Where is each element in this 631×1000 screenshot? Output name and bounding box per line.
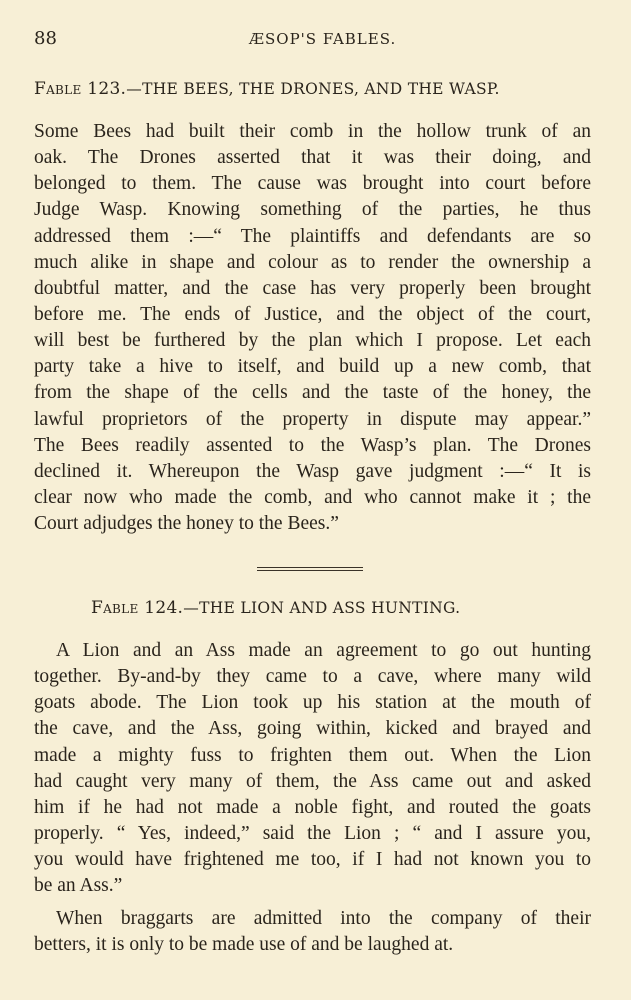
text-line: him if he had not made a noble fight, and routed the goats xyxy=(34,796,591,818)
text-line: together. By-and-by they came to a cave, where many wild xyxy=(34,666,591,688)
text-line: The Bees readily assented to the Wasp’s plan. The Drones xyxy=(34,434,591,456)
text-line: addressed them :—“ The plaintiffs and defendants are so xyxy=(34,225,591,247)
text-line: will best be furthered by the plan which I propose. Let each xyxy=(34,330,591,352)
text-line: clear now who made the comb, and who cannot make it ; the xyxy=(34,486,591,508)
fable-123-heading: —THE BEES, THE DRONES, AND THE WASP. xyxy=(126,80,500,98)
moral-line: When braggarts are admitted into the company of their xyxy=(56,908,591,929)
text-line: much alike in shape and colour as to render the ownership a xyxy=(34,251,591,273)
fable-123-label: Fable 123. xyxy=(34,79,127,99)
text-line: you would have frightened me too, if I had not known you to xyxy=(34,849,591,871)
text-line: from the shape of the cells and the taste of the honey, the xyxy=(34,382,591,404)
page-number: 88 xyxy=(34,28,57,49)
text-line: doubtful matter, and the case has very properly been brought xyxy=(34,277,591,299)
text-line: lawful proprietors of the property in dispute may appear.” xyxy=(34,408,591,430)
text-line: be an Ass.” xyxy=(34,875,123,897)
text-line: properly. “ Yes, indeed,” said the Lion ; “ and I assure you, xyxy=(34,822,591,844)
fable-123-body xyxy=(34,119,591,537)
running-head: ÆSOP'S FABLES. xyxy=(249,30,397,48)
text-line: oak. The Drones asserted that it was their doing, and xyxy=(34,147,591,169)
text-line: made a mighty fuss to frighten them out. When the Lion xyxy=(34,744,591,766)
text-line: declined it. Whereupon the Wasp gave judgment :—“ It is xyxy=(34,460,591,482)
text-line: A Lion and an Ass made an agreement to go out hunting xyxy=(56,640,591,661)
text-line: Judge Wasp. Knowing something of the parties, he thus xyxy=(34,199,591,221)
text-line: Some Bees had built their comb in the hollow trunk of an xyxy=(34,121,591,142)
text-line: party take a hive to itself, and build up a new comb, that xyxy=(34,356,591,378)
moral-line: betters, it is only to be made use of and be laughed at. xyxy=(34,934,454,956)
fable-124-moral xyxy=(34,906,591,958)
text-line: before me. The ends of Justice, and the object of the court, xyxy=(34,303,591,325)
page-header xyxy=(34,28,591,52)
fable-124-heading: —THE LION AND ASS HUNTING. xyxy=(183,599,461,617)
text-line: belonged to them. The cause was brought into court before xyxy=(34,173,591,195)
fable-124-label: Fable 124. xyxy=(91,598,184,618)
text-line: Court adjudges the honey to the Bees.” xyxy=(34,513,339,535)
fable-123-title xyxy=(34,79,593,99)
text-line: had caught very many of them, the Ass came out and asked xyxy=(34,770,591,792)
text-line: the cave, and the Ass, going within, kicked and brayed and xyxy=(34,718,591,740)
fable-124-body xyxy=(34,638,591,899)
text-line: goats abode. The Lion took up his station at the mouth of xyxy=(34,692,591,714)
fable-124-title xyxy=(91,598,593,618)
section-divider xyxy=(257,567,363,571)
